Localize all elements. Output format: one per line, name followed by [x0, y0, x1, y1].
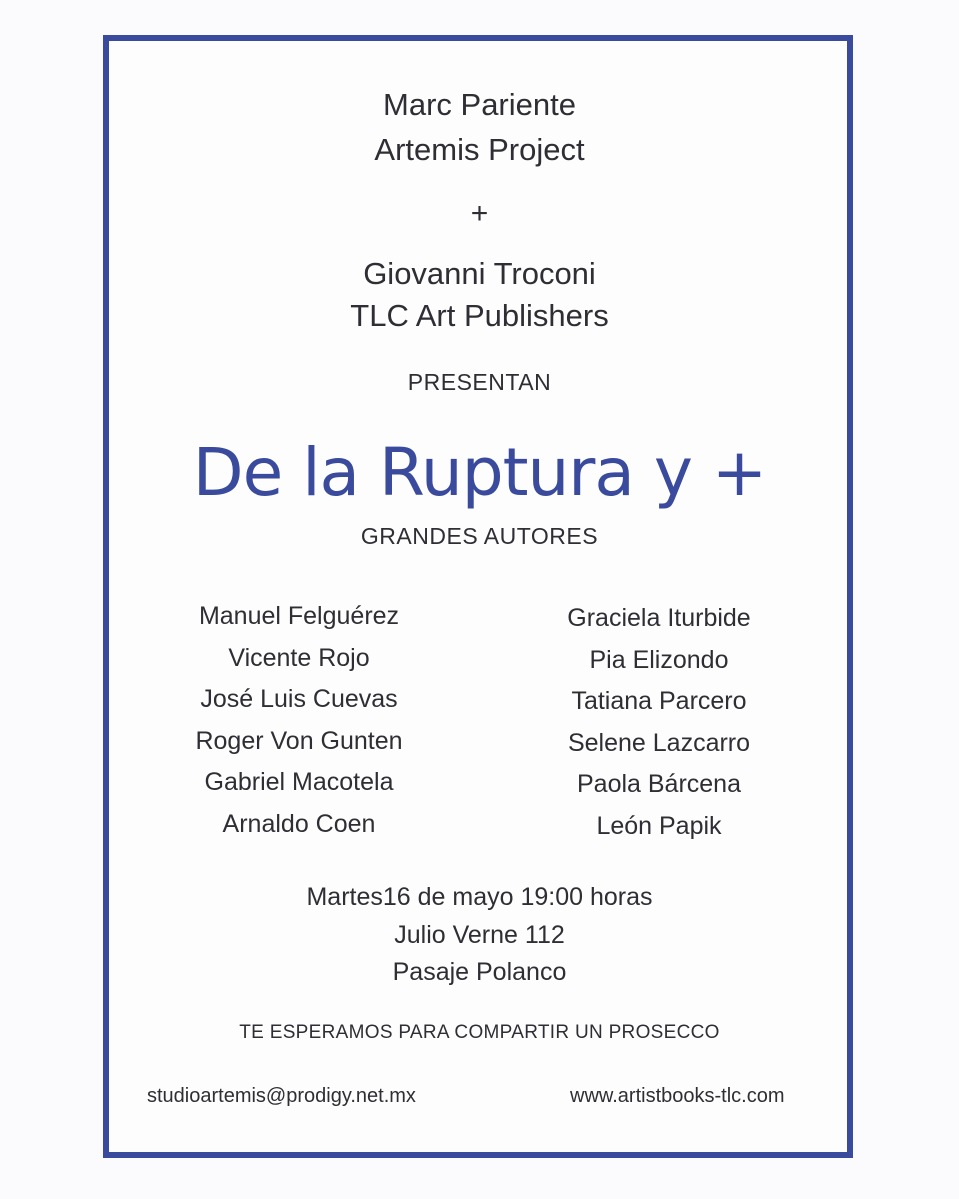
plus-connector: + [470, 197, 489, 230]
artist-name: Graciela Iturbide [567, 604, 751, 632]
invite-message: TE ESPERAMOS PARA COMPARTIR UN PROSECCO [239, 1022, 720, 1043]
artist-name: Selene Lazcarro [567, 728, 751, 757]
artist-name: Vicente Rojo [228, 643, 370, 672]
artist-name: Pia Elizondo [589, 645, 729, 674]
presenter-1-org: Artemis Project [374, 132, 585, 167]
contact-website[interactable]: www.artistbooks-tlc.com [570, 1085, 785, 1107]
artist-name: Paola Bárcena [576, 770, 741, 798]
exhibition-subtitle: GRANDES AUTORES [360, 523, 599, 549]
artist-name: Gabriel Macotela [204, 768, 394, 796]
exhibition-title: De la Ruptura y + [192, 434, 767, 511]
contact-email[interactable]: studioartemis@prodigy.net.mx [147, 1085, 416, 1107]
event-address: Julio Verne 112 [394, 921, 565, 949]
artists-right-column [509, 598, 809, 847]
presenter-2-org: TLC Art Publishers [350, 298, 609, 333]
artists-left-column [149, 596, 449, 845]
presenter-2-name: Giovanni Troconi [363, 256, 596, 291]
event-date: Martes16 de mayo 19:00 horas [306, 883, 653, 911]
artist-name: Manuel Felguérez [198, 602, 400, 630]
artist-name: Arnaldo Coen [222, 809, 376, 838]
presenter-1-name: Marc Pariente [383, 87, 576, 122]
artist-name: Roger Von Gunten [195, 726, 403, 755]
artist-name: León Papik [596, 811, 722, 840]
artist-name: Tatiana Parcero [571, 687, 747, 715]
artist-name: José Luis Cuevas [200, 685, 398, 713]
presentan-label: PRESENTAN [407, 369, 552, 395]
event-place: Pasaje Polanco [392, 958, 567, 986]
